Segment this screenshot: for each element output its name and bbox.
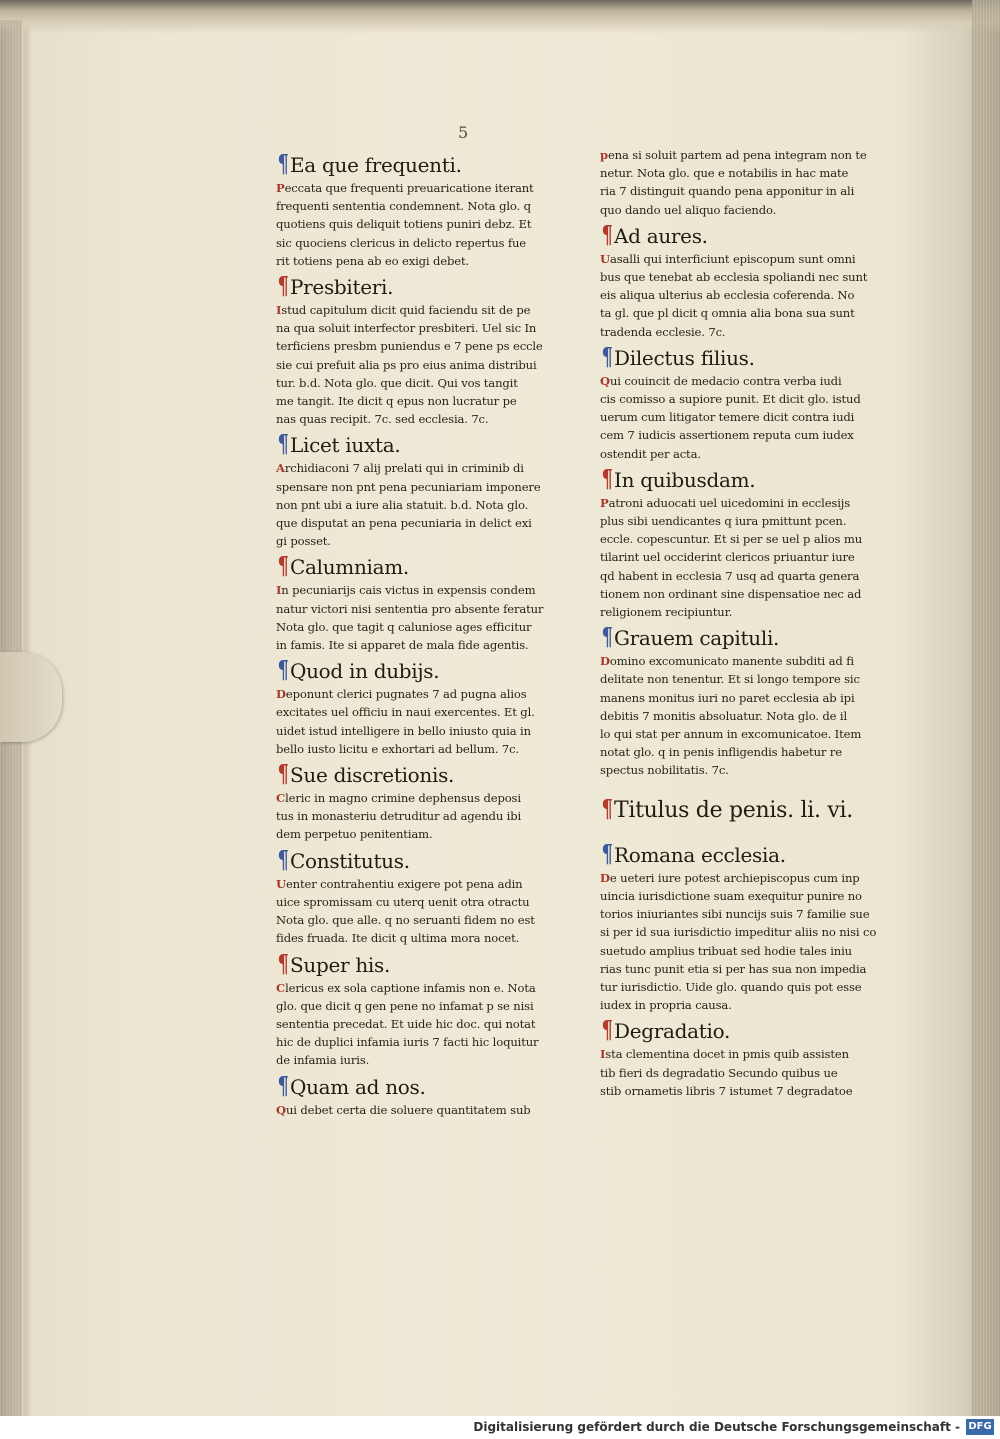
heading-text: Constitutus. (290, 848, 410, 873)
text-paragraph (600, 250, 892, 341)
text-line: Ista clementina docet in pmis quib assisten (600, 1047, 849, 1062)
text-line: ostendit per acta. (600, 446, 701, 461)
chapter-heading (276, 656, 568, 685)
text-line: stib ornametis libris 7 istumet 7 degradatoe (600, 1083, 853, 1098)
text-line: Patroni aduocati uel uicedomini in ecclesijs (600, 495, 851, 510)
text-line: Istud capitulum dicit quid faciendu sit de pe (276, 303, 531, 318)
pilcrow-icon: ¶ (277, 759, 289, 789)
text-line: excitates uel officiu in naui exercentes. Et gl. (276, 705, 535, 720)
text-paragraph (276, 685, 568, 758)
text-line: ta gl. que pl dicit q omnia alia bona sua sunt (600, 306, 855, 321)
text-line: sic quociens clericus in delicto repertus fue (276, 235, 527, 250)
chapter-heading (276, 760, 568, 789)
chapter-heading (276, 950, 568, 979)
text-line: torios iniuriantes sibi nuncijs suis 7 familie sue (600, 907, 870, 922)
text-line: tur iurisdictio. Uide glo. quando quis pot esse (600, 979, 862, 994)
text-line: tradenda ecclesie. 7c. (600, 324, 726, 339)
text-line: Nota glo. que alle. q no seruanti fidem no est (276, 913, 535, 928)
text-line: eis aliqua ulterius ab ecclesia coferenda. No (600, 288, 855, 303)
text-line: lo qui stat per annum in excomunicatoe. Item (600, 727, 862, 742)
text-line: In pecuniarijs cais victus in expensis condem (276, 583, 536, 598)
chapter-heading (276, 1072, 568, 1101)
heading-text: Titulus de penis. li. vi. (614, 797, 853, 823)
text-line: nas quas recipit. 7c. sed ecclesia. 7c. (276, 412, 489, 427)
heading-text: Grauem capituli. (614, 626, 780, 651)
text-line: notat glo. q in penis infligendis habetur re (600, 745, 842, 760)
text-line: Cleric in magno crimine dephensus deposi (276, 791, 521, 806)
text-line: de infamia iuris. (276, 1053, 370, 1068)
chapter-heading (600, 465, 892, 494)
text-line: frequenti sententia condemnent. Nota glo. q (276, 199, 531, 214)
pilcrow-icon: ¶ (277, 149, 289, 178)
text-line: uice spromissam cu uterq uenit otra otractu (276, 894, 530, 909)
text-paragraph (276, 581, 568, 654)
chapter-heading (276, 846, 568, 875)
text-line: cem 7 iudicis assertionem reputa cum iudex (600, 428, 854, 443)
left-text-column (276, 148, 568, 1119)
text-line: uidet istud intelligere in bello iniusto quia in (276, 723, 531, 738)
right-text-column (600, 146, 892, 1100)
text-line: uincia iurisdictione suam exequitur punire no (600, 888, 862, 903)
heading-text: Calumniam. (290, 555, 409, 580)
text-paragraph (600, 1045, 892, 1100)
chapter-heading (276, 150, 568, 179)
text-line: qd habent in ecclesia 7 usq ad quarta genera (600, 568, 860, 583)
text-line: Qui debet certa die soluere quantitatem sub (276, 1102, 531, 1117)
text-line: rias tunc punit etia si per has sua non impedia (600, 961, 867, 976)
text-line: tur. b.d. Nota glo. que dicit. Qui vos tangit (276, 375, 518, 390)
text-line: pena si soluit partem ad pena integram non te (600, 148, 867, 162)
heading-text: Super his. (290, 952, 391, 977)
heading-text: Romana ecclesia. (614, 842, 786, 867)
pilcrow-icon: ¶ (277, 271, 289, 301)
text-line: Peccata que frequenti preuaricatione iterant (276, 181, 534, 195)
dfg-logo: DFG (966, 1419, 994, 1435)
chapter-heading (600, 221, 892, 250)
text-line: tus in monasteriu detruditur ad agendu ibi (276, 809, 522, 824)
folio-mark: 5 (458, 123, 469, 142)
pilcrow-icon: ¶ (277, 948, 289, 978)
pilcrow-icon: ¶ (277, 844, 289, 874)
pilcrow-icon: ¶ (601, 463, 613, 493)
heading-text: Degradatio. (614, 1019, 731, 1044)
heading-text: Licet iuxta. (290, 433, 401, 458)
text-line: manens monitus iuri no paret ecclesia ab ipi (600, 690, 855, 705)
pilcrow-icon: ¶ (601, 219, 613, 249)
text-line: bello iusto licitu e exhortari ad bellum. 7c. (276, 741, 520, 756)
pilcrow-icon: ¶ (277, 429, 289, 459)
text-paragraph (600, 869, 892, 1015)
chapter-heading (276, 430, 568, 459)
text-line: me tangit. Ite dicit q epus non lucratur pe (276, 394, 517, 409)
text-line: uerum cum litigator temere dicit contra iudi (600, 410, 855, 425)
title-heading (600, 794, 892, 826)
chapter-heading (276, 552, 568, 581)
heading-text: Quam ad nos. (290, 1074, 426, 1099)
text-line: sie cui prefuit alia ps pro eius anima distribui (276, 357, 537, 372)
text-paragraph (600, 372, 892, 463)
pilcrow-icon: ¶ (277, 1070, 289, 1100)
chapter-heading (600, 623, 892, 652)
text-line: Qui couincit de medacio contra verba iudi (600, 373, 842, 388)
text-line: Uasalli qui interficiunt episcopum sunt omni (600, 251, 856, 266)
pilcrow-icon: ¶ (277, 551, 289, 581)
heading-text: Ad aures. (614, 223, 708, 248)
pilcrow-icon: ¶ (601, 838, 613, 868)
text-line: spectus nobilitatis. 7c. (600, 763, 729, 778)
text-paragraph (276, 875, 568, 948)
text-line: netur. Nota glo. que e notabilis in hac mate (600, 166, 849, 181)
chapter-heading (600, 343, 892, 372)
text-paragraph (276, 301, 568, 428)
text-line: suetudo amplius tribuat sed hodie tales iniu (600, 943, 852, 958)
heading-text: Sue discretionis. (290, 763, 455, 788)
heading-text: Quod in dubijs. (290, 659, 440, 684)
text-line: quotiens quis deliquit totiens puniri debz. Et (276, 217, 532, 232)
text-line: Domino excomunicato manente subditi ad fi (600, 654, 854, 669)
text-line: bus que tenebat ab ecclesia spoliandi nec sunt (600, 270, 868, 285)
footer-credit: Digitalisierung gefördert durch die Deutsche Forschungsgemeinschaft - (473, 1420, 960, 1434)
text-line: tilarint uel occiderint clericos priuantur iure (600, 550, 855, 565)
text-line: gi posset. (276, 534, 331, 549)
text-line: tionem non ordinant sine dispensatioe nec ad (600, 586, 862, 601)
page-top-edge (0, 0, 1000, 34)
pilcrow-icon: ¶ (277, 655, 289, 685)
pilcrow-icon: ¶ (601, 341, 613, 371)
text-line: Archidiaconi 7 alij prelati qui in criminib di (276, 461, 524, 476)
text-line: Deponunt clerici pugnates 7 ad pugna alios (276, 687, 527, 702)
text-line: De ueteri iure potest archiepiscopus cum inp (600, 870, 860, 885)
text-line: si per id sua iurisdictio impeditur aliis no nisi co (600, 925, 877, 940)
text-line: na qua soluit interfector presbiteri. Uel sic In (276, 321, 537, 336)
text-line: terficiens presbm puniendus e 7 pene ps eccle (276, 339, 543, 354)
pilcrow-icon: ¶ (601, 622, 613, 652)
text-line: non pnt ubi a iure alia statuit. b.d. Nota glo. (276, 497, 529, 512)
text-line: rit totiens pena ab eo exigi debet. (276, 253, 470, 268)
text-line: Nota glo. que tagit q caluniose ages efficitur (276, 619, 532, 634)
text-paragraph (276, 459, 568, 550)
text-paragraph (276, 979, 568, 1070)
text-line: natur victori nisi sententia pro absente feratur (276, 601, 544, 616)
heading-text: Dilectus filius. (614, 345, 755, 370)
heading-text: In quibusdam. (614, 467, 756, 492)
heading-text: Ea que frequenti. (290, 153, 462, 177)
text-line: Clericus ex sola captione infamis non e. Nota (276, 980, 536, 995)
pilcrow-icon: ¶ (601, 793, 613, 823)
chapter-heading (600, 840, 892, 869)
text-line: cis comisso a supiore punit. Et dicit glo. istud (600, 392, 861, 407)
text-line: glo. que dicit q gen pene no infamat p se nisi (276, 998, 534, 1013)
text-line: ria 7 distinguit quando pena apponitur in ali (600, 184, 855, 199)
text-paragraph (600, 652, 892, 779)
text-paragraph (600, 146, 892, 219)
text-line: eccle. copescuntur. Et si per se uel p alios mu (600, 532, 863, 547)
text-paragraph (276, 1101, 568, 1119)
chapter-heading (276, 272, 568, 301)
text-line: religionem recipiuntur. (600, 605, 733, 620)
text-line: fides fruada. Ite dicit q ultima mora nocet. (276, 931, 520, 946)
text-paragraph (600, 494, 892, 621)
text-line: Uenter contrahentiu exigere pot pena adin (276, 876, 523, 891)
right-page-edges (972, 0, 1000, 1416)
text-line: spensare non pnt pena pecuniariam imponere (276, 479, 541, 494)
text-paragraph (276, 179, 568, 270)
text-line: dem perpetuo penitentiam. (276, 827, 433, 842)
text-line: in famis. Ite si apparet de mala fide agentis. (276, 638, 529, 653)
text-paragraph (276, 789, 568, 844)
text-line: delitate non tenentur. Et si longo tempore sic (600, 672, 860, 687)
text-line: quo dando uel aliquo faciendo. (600, 202, 777, 217)
chapter-heading (600, 1016, 892, 1045)
heading-text: Presbiteri. (290, 275, 394, 300)
text-line: hic de duplici infamia iuris 7 facti hic loquitur (276, 1035, 539, 1050)
pilcrow-icon: ¶ (601, 1015, 613, 1045)
text-line: sententia precedat. Et uide hic doc. qui notat (276, 1016, 536, 1031)
text-line: debitis 7 monitis absoluatur. Nota glo. de il (600, 708, 848, 723)
text-line: iudex in propria causa. (600, 998, 732, 1013)
text-line: plus sibi uendicantes q iura pmittunt pcen. (600, 514, 847, 529)
text-line: que disputat an pena pecuniaria in delict exi (276, 516, 532, 531)
text-line: tib fieri ds degradatio Secundo quibus ue (600, 1065, 838, 1080)
